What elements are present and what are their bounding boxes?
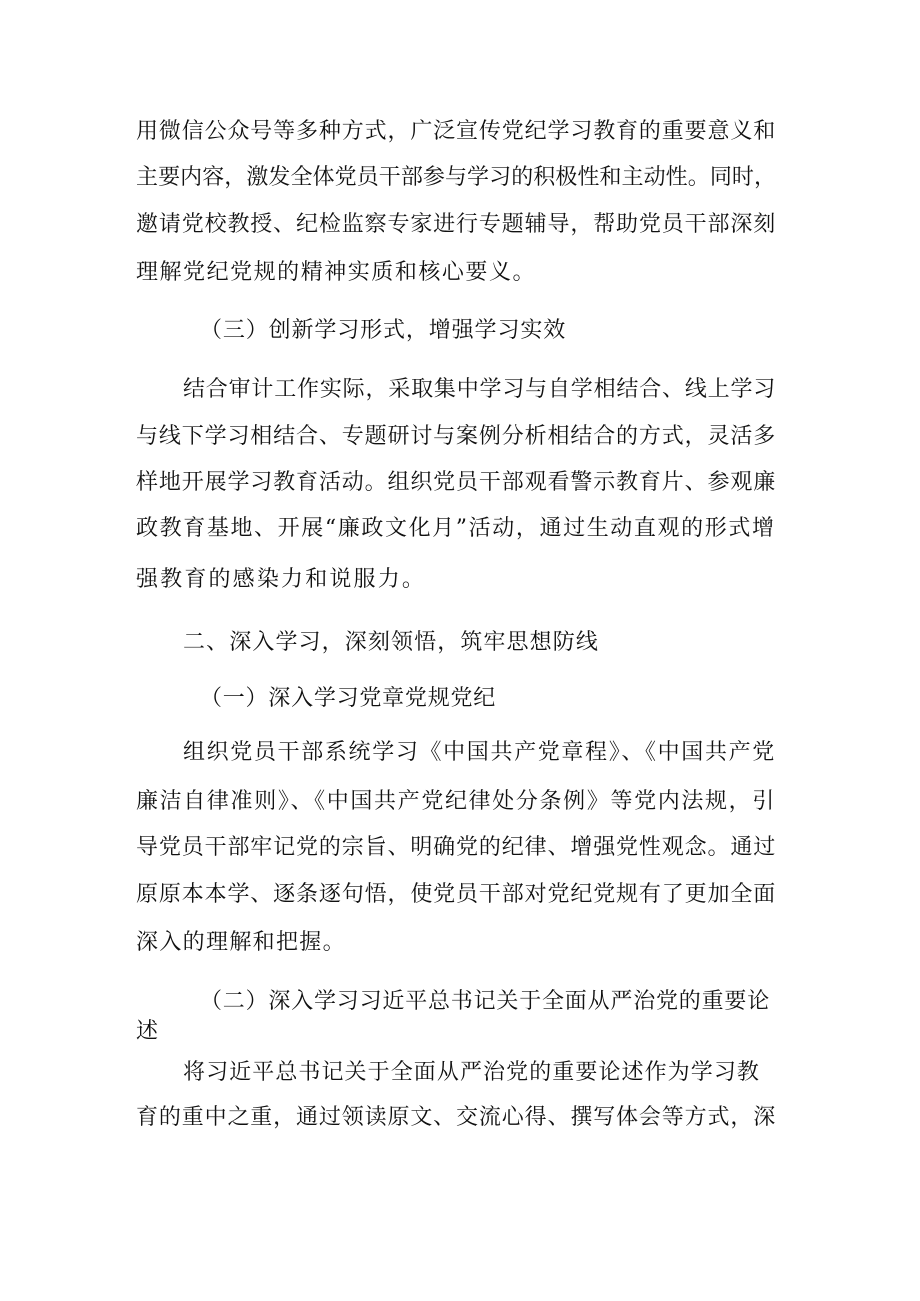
paragraph-line: 理解党纪党规的精神实质和核心要义。 [136,260,537,285]
paragraph-line: 深入的理解和把握。 [136,930,346,955]
subheading-two-continuation: 述 [136,1019,159,1044]
subheading-three: （三）创新学习形式，增强学习实效 [200,318,567,343]
paragraph-line: 将习近平总书记关于全面从严治党的重要论述作为学习教 [183,1060,761,1085]
paragraph-line: 用微信公众号等多种方式，广泛宣传党纪学习教育的重要意义和 [136,119,777,144]
paragraph-line: 组织党员干部系统学习《中国共产党章程》、《中国共产党 [183,740,776,765]
paragraph-line: 育的重中之重，通过领读原文、交流心得、撰写体会等方式，深 [136,1105,777,1130]
paragraph-line: 样地开展学习教育活动。组织党员干部观看警示教育片、参观廉 [136,470,777,495]
paragraph-line: 结合审计工作实际，采取集中学习与自学相结合、线上学习 [183,377,777,402]
paragraph-line: 邀请党校教授、纪检监察专家进行专题辅导，帮助党员干部深刻 [136,212,777,237]
subheading-one: （一）深入学习党章党规党纪 [200,686,497,711]
subheading-two: （二）深入学习习近平总书记关于全面从严治党的重要论 [200,989,771,1014]
paragraph-line: 与线下学习相结合、专题研讨与案例分析相结合的方式，灵活多 [136,424,777,449]
paragraph-line: 主要内容，激发全体党员干部参与学习的积极性和主动性。同时， [136,165,777,190]
paragraph-line: 原原本本学、逐条逐句悟，使党员干部对党纪党规有了更加全面 [136,882,777,907]
paragraph-line: 强教育的感染力和说服力。 [136,567,427,592]
section-heading-two: 二、深入学习，深刻领悟，筑牢思想防线 [183,630,599,655]
paragraph-line: 政教育基地、开展“廉政文化月”活动，通过生动直观的形式增 [136,516,776,541]
paragraph-line: 导党员干部牢记党的宗旨、明确党的纪律、增强党性观念。通过 [136,835,777,860]
paragraph-line: 廉洁自律准则》、《中国共产党纪律处分条例》等党内法规，引 [136,789,776,814]
